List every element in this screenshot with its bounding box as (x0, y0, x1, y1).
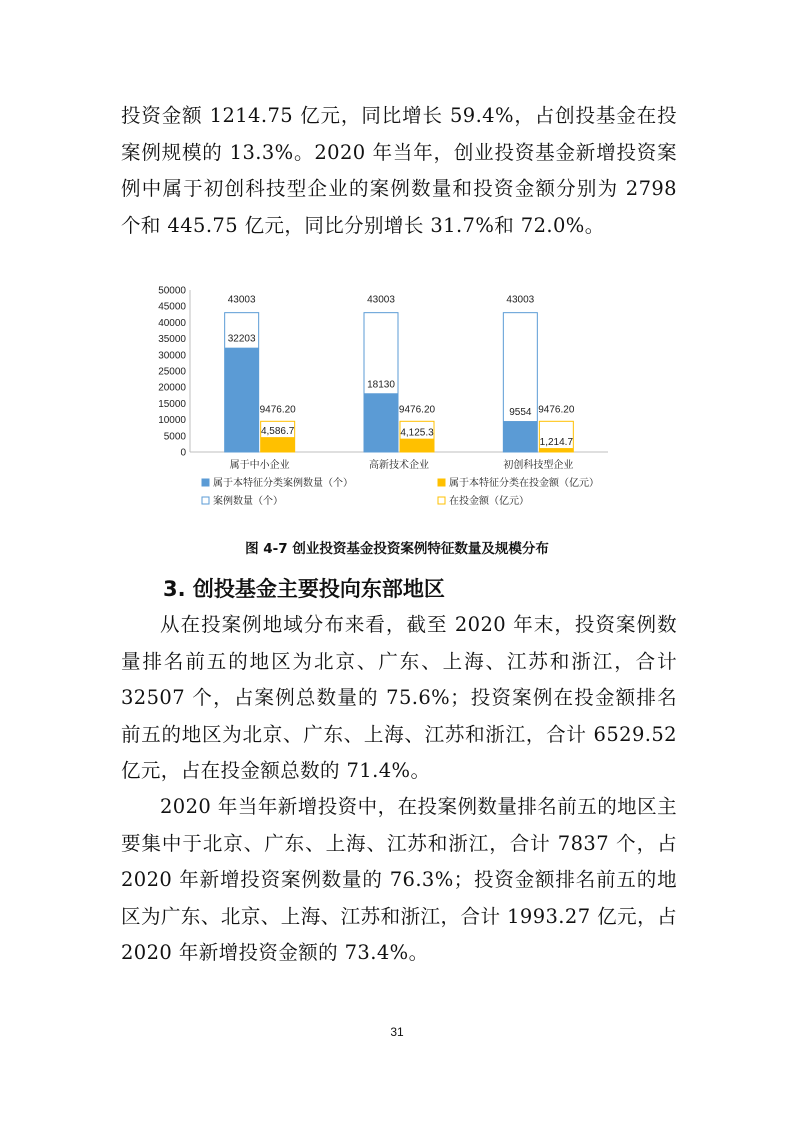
x-tick-label: 高新技术企业 (369, 460, 429, 471)
data-label-total-investment-amount: 9476.20 (398, 404, 436, 416)
paragraph-regional-distribution: 从在投案例地域分布来看，截至 2020 年末，投资案例数量排名前五的地区为北京、广东、上海、江苏和浙江，合计 32507 个，占案例总数量的 75.6%；投资案例在投金额排名前五的地区为北京、广东、上海、江苏和浙江，合计 6529.52 亿元，占在投金额总数的 71.4%。 (121, 613, 677, 782)
page-number: 31 (390, 1025, 404, 1039)
y-tick-label: 45000 (158, 301, 186, 313)
data-label-total-case-count: 43003 (506, 294, 535, 306)
data-label-feature-investment-amount: 4,125.3 (400, 427, 434, 439)
y-tick-label: 30000 (158, 350, 186, 362)
legend-swatch (438, 497, 445, 504)
y-tick-label: 20000 (158, 382, 186, 394)
data-label-total-case-count: 43003 (367, 294, 395, 306)
bar-feature-investment-amount (539, 448, 573, 452)
legend-swatch (202, 479, 209, 486)
y-tick-label: 15000 (158, 398, 186, 410)
data-label-feature-investment-amount: 1,214.7 (539, 437, 574, 449)
y-tick-label: 25000 (158, 366, 186, 378)
legend-label: 案例数量（个） (213, 496, 283, 507)
legend-label: 属于本特征分类案例数量（个） (213, 478, 353, 489)
bar-chart (140, 278, 620, 518)
y-tick-label: 10000 (158, 415, 186, 427)
bar-feature-investment-amount (261, 437, 295, 452)
legend-swatch (202, 497, 209, 504)
data-label-total-investment-amount: 9476.20 (259, 404, 296, 416)
bar-feature-case-count (503, 421, 537, 452)
paragraph-investment-summary: 投资金额 1214.75 亿元，同比增长 59.4%，占创投基金在投案例规模的 13.3%。2020 年当年，创业投资基金新增投资案例中属于初创科技型企业的案例数量和投资金额分别为 2798 个和 445.75 亿元，同比分别增长 31.7%和 72.0%。 (121, 104, 677, 237)
legend-label: 在投金额（亿元） (449, 496, 529, 507)
y-tick-label: 35000 (158, 334, 186, 346)
bar-feature-case-count (225, 348, 259, 452)
data-label-total-investment-amount: 9476.20 (538, 404, 575, 416)
data-label-feature-case-count: 32203 (227, 333, 256, 345)
y-tick-label: 50000 (158, 285, 186, 297)
bar-feature-case-count (364, 393, 398, 452)
data-label-feature-case-count: 18130 (367, 379, 395, 391)
chart-canvas (140, 278, 620, 518)
x-tick-label: 属于中小企业 (229, 460, 290, 471)
figure-caption: 图 4-7 创业投资基金投资案例特征数量及规模分布 (245, 541, 549, 557)
data-label-feature-case-count: 9554 (509, 407, 532, 419)
legend-swatch (438, 479, 445, 486)
y-tick-label: 5000 (163, 431, 186, 443)
section-heading: 3. 创投基金主要投向东部地区 (163, 577, 445, 601)
y-tick-label: 40000 (158, 317, 186, 329)
legend-label: 属于本特征分类在投金额（亿元） (449, 478, 599, 489)
x-tick-label: 初创科技型企业 (503, 460, 574, 471)
bar-feature-investment-amount (400, 439, 434, 452)
data-label-feature-investment-amount: 4,586.7 (260, 426, 295, 438)
paragraph-new-investment-regions: 2020 年当年新增投资中，在投案例数量排名前五的地区主要集中于北京、广东、上海、江苏和浙江，合计 7837 个，占 2020 年新增投资案例数量的 76.3%；投资金额排名前五的地区为广东、北京、上海、江苏和浙江，合计 1993.27 亿元，占 2020 年新增投资金额的 73.4%。 (121, 795, 677, 964)
data-label-total-case-count: 43003 (227, 294, 256, 306)
y-tick-label: 0 (180, 447, 186, 459)
